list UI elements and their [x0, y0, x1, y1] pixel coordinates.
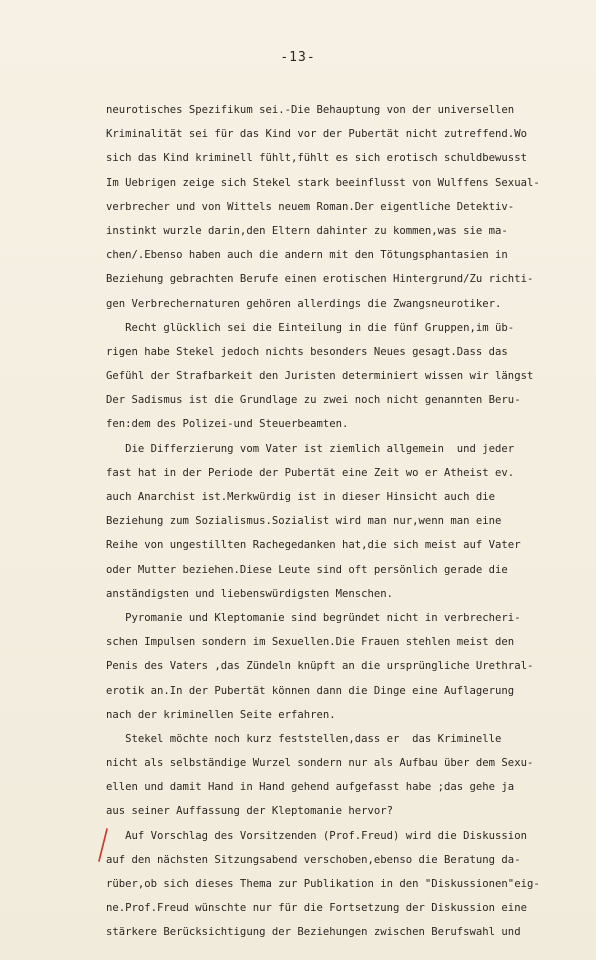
- text-line: oder Mutter beziehen.Diese Leute sind oft persönlich gerade die: [106, 563, 508, 576]
- text-line: auch Anarchist ist.Merkwürdig ist in dieser Hinsicht auch die: [106, 491, 496, 503]
- text-line: rüber,ob sich dieses Thema zur Publikation in den "Diskussionen"eig-: [106, 878, 540, 890]
- text-line: rigen habe Stekel jedoch nichts besonders Neues gesagt.Dass das: [106, 345, 508, 358]
- text-line: Recht glücklich sei die Einteilung in die fünf Gruppen,im üb-: [106, 321, 515, 334]
- text-line: Beziehung zum Sozialismus.Sozialist wird man nur,wenn man eine: [106, 515, 502, 528]
- text-line: stärkere Berücksichtigung der Beziehungen zwischen Berufswahl und: [106, 926, 521, 939]
- text-line: nicht als selbständige Wurzel sondern nur als Aufbau über dem Sexu-: [106, 757, 534, 770]
- text-line: Reihe von ungestillten Rachegedanken hat,die sich meist auf Vater: [106, 539, 521, 552]
- typed-text-body: [106, 98, 596, 945]
- paragraph: [106, 824, 596, 945]
- text-line: ne.Prof.Freud wünschte nur für die Fortsetzung der Diskussion eine: [106, 902, 527, 915]
- text-line: ellen und damit Hand in Hand gehend aufgefasst habe ;das gehe ja: [106, 781, 515, 794]
- text-line: sich das Kind kriminell fühlt,fühlt es sich erotisch schuldbewusst: [106, 152, 527, 165]
- text-line: fen:dem des Polizei-und Steuerbeamten.: [106, 418, 349, 431]
- text-line: auf den nächsten Sitzungsabend verschoben,ebenso die Beratung da-: [106, 853, 521, 866]
- text-line: nach der kriminellen Seite erfahren.: [106, 708, 336, 721]
- text-line: Penis des Vaters ,das Zündeln knüpft an die ursprüngliche Urethral-: [106, 660, 534, 673]
- text-line: aus seiner Auffassung der Kleptomanie hervor?: [106, 805, 394, 818]
- paragraph: [106, 98, 596, 316]
- paragraph: [106, 727, 596, 824]
- text-line: gen Verbrechernaturen gehören allerdings die Zwangsneurotiker.: [106, 297, 502, 310]
- page-number: -13-: [280, 50, 316, 65]
- text-line: Pyromanie und Kleptomanie sind begründet nicht in verbrecheri-: [106, 611, 521, 624]
- paragraph: [106, 606, 596, 727]
- text-line: chen/.Ebenso haben auch die andern mit den Tötungsphantasien in: [106, 249, 508, 262]
- paragraph: [106, 437, 596, 606]
- text-line: Gefühl der Strafbarkeit den Juristen determiniert wissen wir längst: [106, 370, 534, 383]
- text-line: instinkt wurzle darin,den Eltern dahinter zu kommen,was sie ma-: [106, 224, 508, 237]
- text-line: Stekel möchte noch kurz feststellen,dass er das Kriminelle: [106, 732, 502, 745]
- text-line: Die Differzierung vom Vater ist ziemlich allgemein und jeder: [106, 442, 515, 455]
- text-line: neurotisches Spezifikum sei.-Die Behauptung von der universellen: [106, 104, 515, 116]
- text-line: Im Uebrigen zeige sich Stekel stark beeinflusst von Wulffens Sexual-: [106, 176, 540, 189]
- text-line: erotik an.In der Pubertät können dann die Dinge eine Auflagerung: [106, 684, 515, 697]
- text-line: schen Impulsen sondern im Sexuellen.Die Frauen stehlen meist den: [106, 636, 515, 649]
- paragraph: [106, 316, 596, 437]
- text-line: anständigsten und liebenswürdigsten Menschen.: [106, 587, 394, 600]
- text-line: Auf Vorschlag des Vorsitzenden (Prof.Freud) wird die Diskussion: [106, 829, 527, 842]
- text-line: Der Sadismus ist die Grundlage zu zwei noch nicht genannten Beru-: [106, 394, 521, 407]
- text-line: verbrecher und von Wittels neuem Roman.Der eigentliche Detektiv-: [106, 200, 515, 213]
- text-line: Beziehung gebrachten Berufe einen erotischen Hintergrund/Zu richti-: [106, 273, 534, 286]
- text-line: fast hat in der Periode der Pubertät eine Zeit wo er Atheist ev.: [106, 466, 515, 479]
- text-line: Kriminalität sei für das Kind vor der Pubertät nicht zutreffend.Wo: [106, 128, 527, 141]
